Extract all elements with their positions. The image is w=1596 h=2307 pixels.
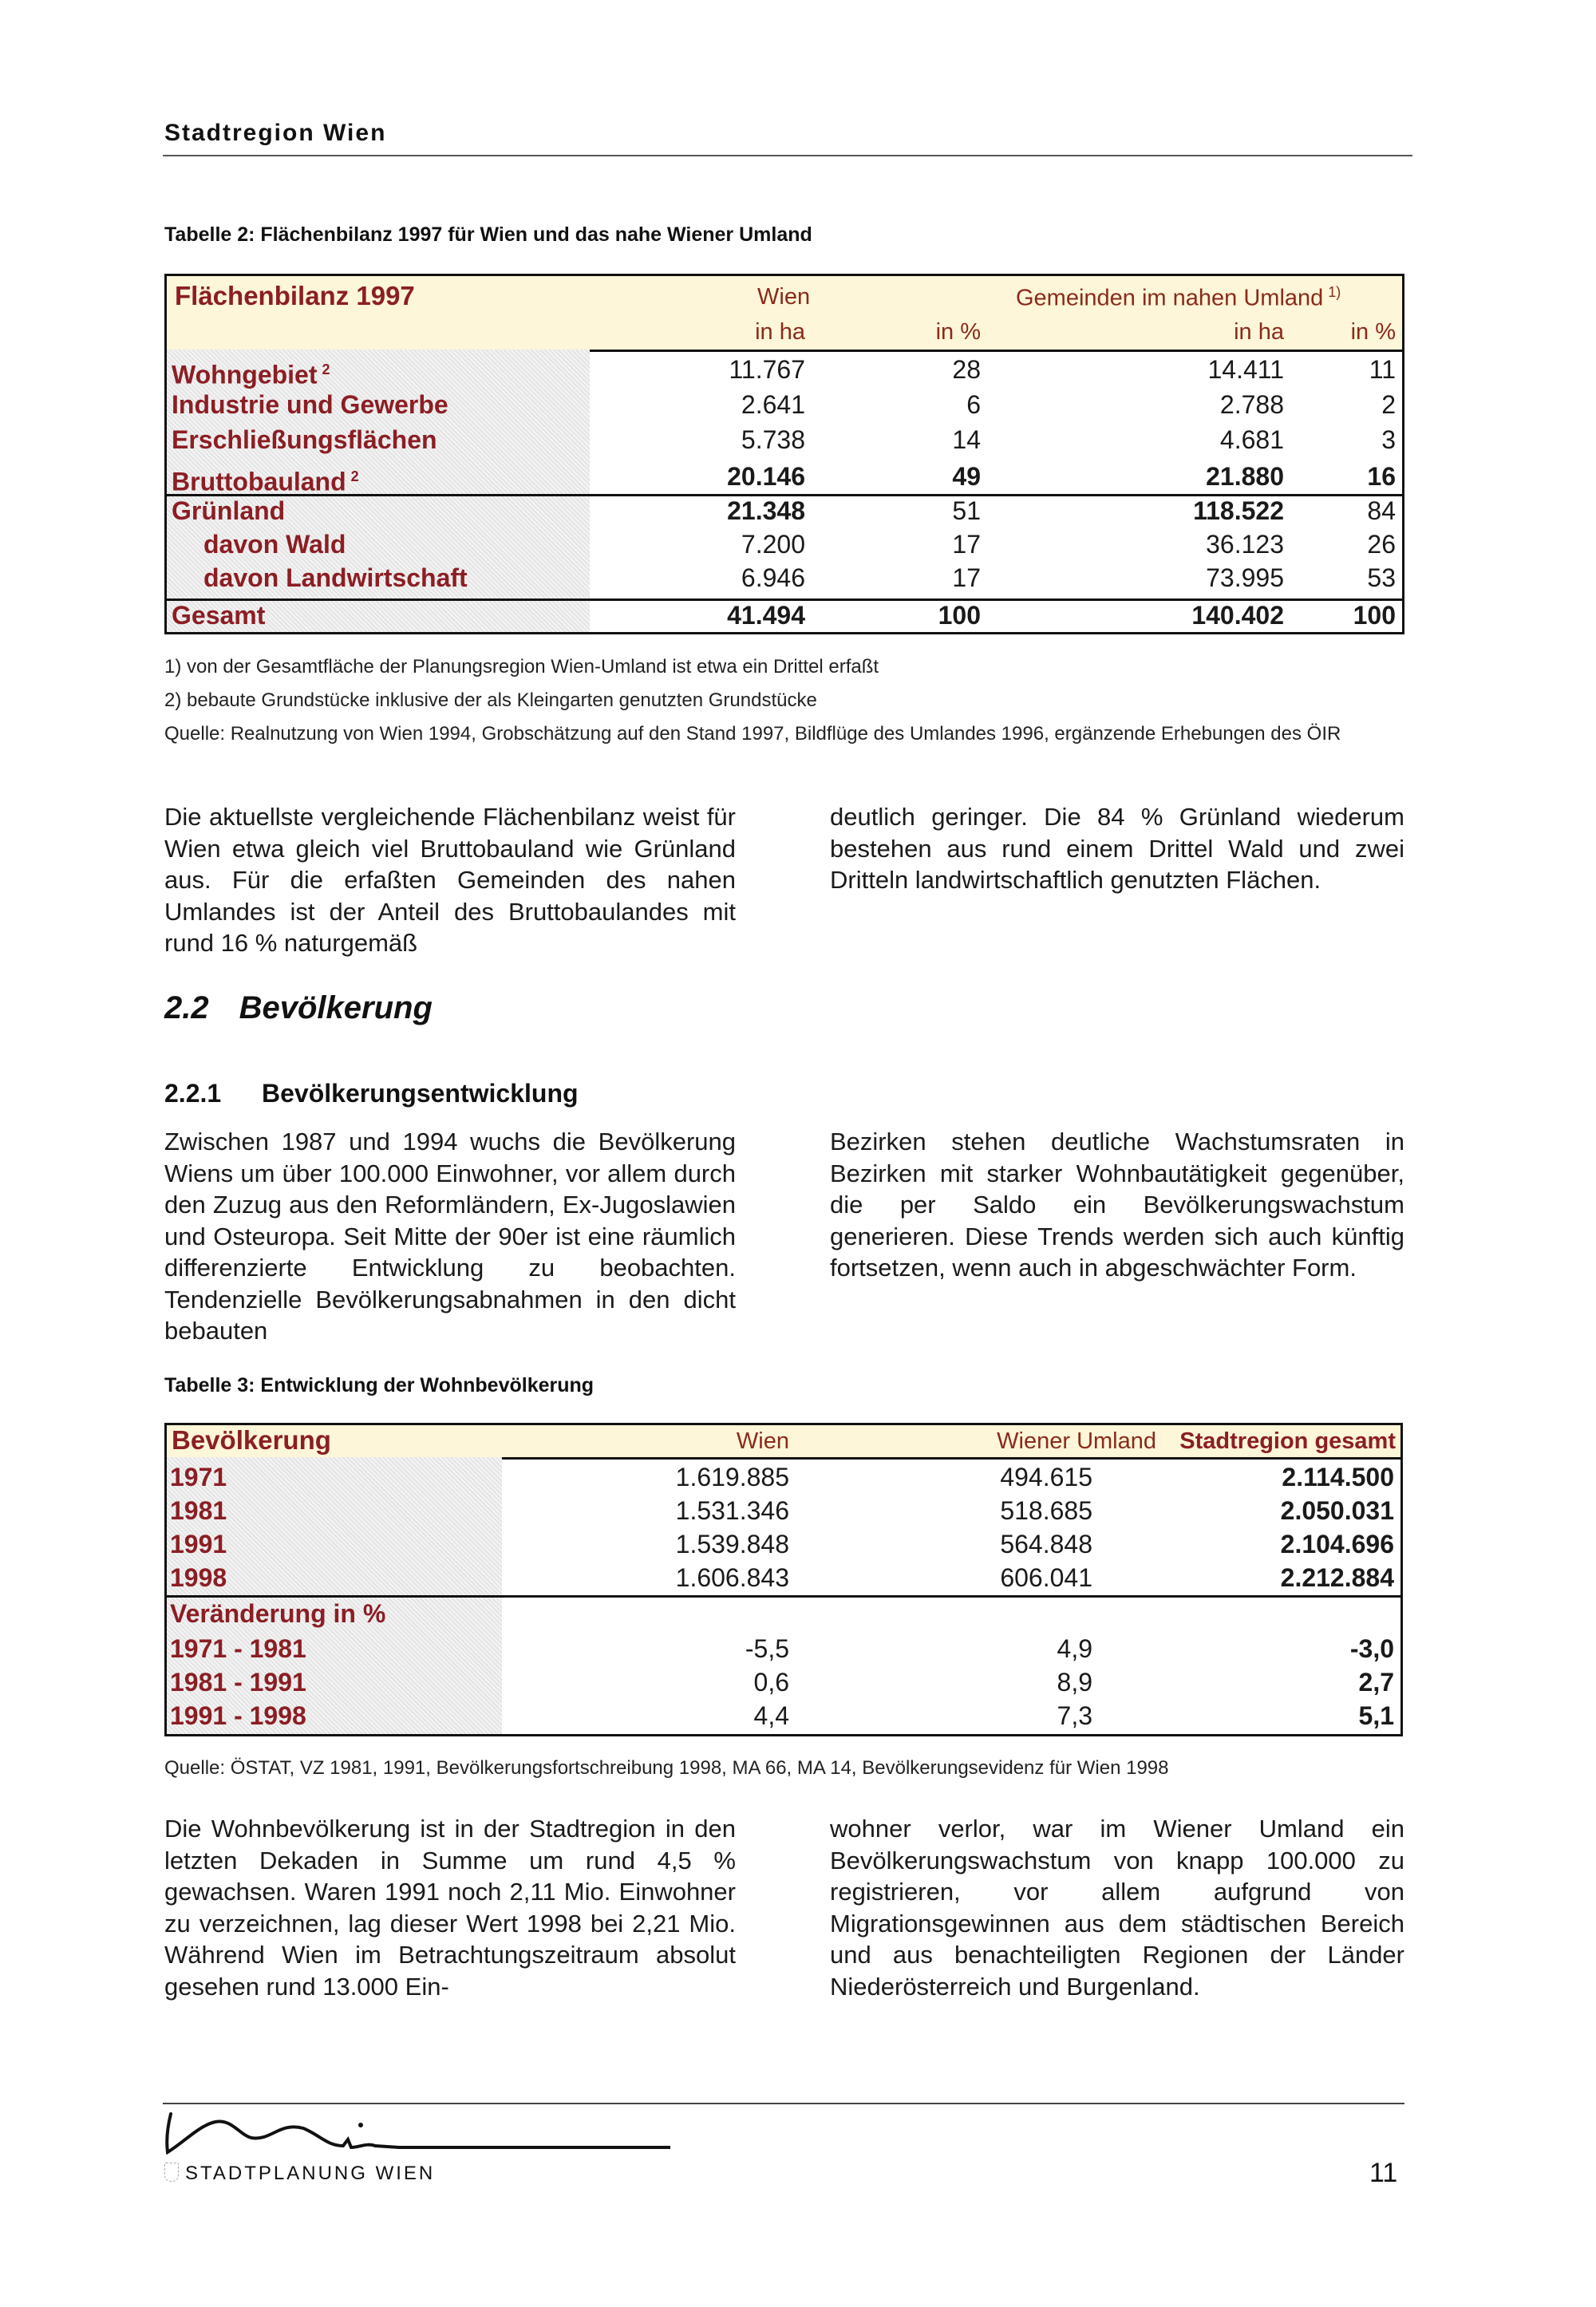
table-row bbox=[167, 530, 1402, 563]
gesamt-value: 2.050.031 bbox=[1280, 1496, 1394, 1525]
table2-flaechenbilanz bbox=[164, 274, 1404, 634]
row-label: davon Wald bbox=[203, 530, 346, 559]
umland-pct: 53 bbox=[1367, 563, 1396, 592]
row-label: 1981 - 1991 bbox=[170, 1668, 306, 1697]
paragraph-bevoelkerung-left: Zwischen 1987 und 1994 wuchs die Bevölkerung Wiens um über 100.000 Einwohner, vor allem durch den Zuzug aus den Reformländern, Ex-Jugoslawien und Osteuropa. Seit Mitte der 90er ist eine räumlich differenzierte Entwicklung zu beobachten. Tendenzielle Bevölkerungsabnahmen in den dicht bebauten bbox=[164, 1128, 736, 1345]
table2-group-umland bbox=[1016, 284, 1341, 312]
umland-pct: 100 bbox=[1353, 601, 1396, 630]
wien-value: 1.619.885 bbox=[675, 1463, 789, 1491]
umland-value: 518.685 bbox=[1000, 1496, 1092, 1525]
footnote-ref-1: 1) bbox=[1328, 284, 1341, 300]
umland-ha: 140.402 bbox=[1191, 601, 1284, 630]
wien-ha: 5.738 bbox=[741, 425, 805, 454]
wien-change: 0,6 bbox=[753, 1668, 789, 1697]
umland-value: 494.615 bbox=[1000, 1463, 1092, 1491]
section-number: 2.2 bbox=[164, 990, 209, 1025]
row-label: 1991 - 1998 bbox=[170, 1701, 306, 1730]
row-label: 1981 bbox=[170, 1496, 227, 1525]
col-header-wien-ha: in ha bbox=[755, 319, 805, 345]
table3-caption: Tabelle 3: Entwicklung der Wohnbevölkerung bbox=[164, 1374, 595, 1396]
footnote-ref-2: 2 bbox=[350, 468, 359, 484]
col-header-wien-pct: in % bbox=[935, 319, 981, 345]
wien-value: 1.606.843 bbox=[675, 1563, 789, 1592]
change-title: Veränderung in % bbox=[170, 1599, 386, 1628]
gesamt-change: 2,7 bbox=[1358, 1668, 1394, 1697]
table-row bbox=[167, 1493, 1400, 1527]
table-row bbox=[167, 494, 1402, 530]
wien-ha: 2.641 bbox=[741, 390, 805, 419]
subsection-heading bbox=[164, 1079, 579, 1108]
umland-change: 8,9 bbox=[1057, 1668, 1092, 1697]
row-label: 1971 bbox=[170, 1463, 227, 1491]
row-label: Grünland bbox=[172, 496, 286, 525]
umland-value: 564.848 bbox=[1000, 1530, 1092, 1558]
wien-value: 1.539.848 bbox=[675, 1530, 789, 1558]
table2-body bbox=[167, 352, 1402, 634]
wien-ha: 7.200 bbox=[741, 530, 805, 559]
section-heading bbox=[164, 990, 433, 1026]
row-label: 1971 - 1981 bbox=[170, 1634, 306, 1663]
umland-change: 7,3 bbox=[1057, 1701, 1092, 1730]
row-label: davon Landwirtschaft bbox=[203, 563, 468, 592]
table2-source: Quelle: Realnutzung von Wien 1994, Grobschätzung auf den Stand 1997, Bildflüge des Umlandes 1996, ergänzende Erhebungen des ÖIR bbox=[164, 723, 1341, 745]
row-label: Industrie und Gewerbe bbox=[172, 390, 448, 419]
paragraph-flaechenbilanz-left: Die aktuellste vergleichende Flächenbilanz weist für Wien etwa gleich viel Bruttobauland wie Grünland aus. Für die erfaßten Gemeinden des nahen Umlandes ist der Anteil des Bruttobaulandes mit rund 16 % naturgemäß bbox=[164, 803, 736, 957]
wien-pct: 17 bbox=[952, 563, 981, 592]
table2-group-umland-label: Gemeinden im nahen Umland bbox=[1016, 285, 1324, 311]
paragraph-bevoelkerung-right: Bezirken stehen deutliche Wachstumsraten in Bezirken mit starker Wohnbautätigkeit gegenüber, die per Saldo ein Bevölkerungswachstum generieren. Diese Trends werden sich auch künftig fortsetzen, wenn auch in abgeschwächter Form. bbox=[830, 1128, 1404, 1282]
umland-ha: 14.411 bbox=[1207, 355, 1284, 384]
wien-change: 4,4 bbox=[753, 1701, 789, 1730]
paragraph-wohnbevoelkerung-left: Die Wohnbevölkerung ist in der Stadtregion in den letzten Dekaden in Summe um rund 4,5 % gewachsen. Waren 1991 noch 2,11 Mio. Einwohner zu verzeichnen, lag dieser Wert 1998 bei 2,21 Mio. Während Wien im Betrachtungszeitraum absolut gesehen rund 13.000 Ein- bbox=[164, 1815, 736, 2001]
table-row bbox=[167, 352, 1402, 387]
wien-ha: 41.494 bbox=[727, 601, 805, 630]
table3-source: Quelle: ÖSTAT, VZ 1981, 1991, Bevölkerungsfortschreibung 1998, MA 66, MA 14, Bevölkerungsevidenz für Wien 1998 bbox=[164, 1757, 1169, 1779]
umland-change: 4,9 bbox=[1057, 1634, 1092, 1663]
page-number: 11 bbox=[1369, 2158, 1398, 2188]
footer-brand: STADTPLANUNG WIEN bbox=[185, 2163, 436, 2184]
wien-pct: 100 bbox=[938, 601, 981, 630]
wien-pct: 17 bbox=[952, 530, 981, 559]
wien-pct: 49 bbox=[952, 462, 981, 491]
table-row bbox=[167, 387, 1402, 422]
table-row bbox=[167, 1560, 1400, 1595]
wien-pct: 51 bbox=[952, 496, 981, 525]
table3-header bbox=[167, 1425, 1400, 1460]
footer-rule bbox=[163, 2103, 1404, 2104]
table2-footnote-2: 2) bebaute Grundstücke inklusive der als Kleingarten genutzten Grundstücke bbox=[164, 689, 817, 711]
wien-ha: 20.146 bbox=[727, 462, 805, 491]
gesamt-change: -3,0 bbox=[1349, 1634, 1394, 1663]
row-label: Erschließungsflächen bbox=[172, 425, 437, 454]
wien-pct: 14 bbox=[952, 425, 981, 454]
wien-ha: 11.767 bbox=[729, 355, 805, 384]
section-title: Bevölkerung bbox=[239, 990, 433, 1025]
gesamt-value: 2.114.500 bbox=[1282, 1463, 1394, 1491]
footnote-ref-2: 2 bbox=[322, 361, 330, 377]
umland-value: 606.041 bbox=[1000, 1563, 1092, 1592]
wien-value: 1.531.346 bbox=[675, 1496, 789, 1525]
table-row bbox=[167, 422, 1402, 457]
wien-signature-logo-icon bbox=[160, 2111, 670, 2159]
table-row bbox=[167, 1460, 1400, 1493]
table-row bbox=[167, 563, 1402, 598]
umland-ha: 36.123 bbox=[1206, 530, 1284, 559]
page-header-title: Stadtregion Wien bbox=[164, 120, 387, 146]
col-header-wien: Wien bbox=[736, 1428, 789, 1454]
table-row bbox=[167, 1698, 1400, 1732]
gesamt-value: 2.104.696 bbox=[1280, 1530, 1394, 1558]
table2-title: Flächenbilanz 1997 bbox=[175, 281, 415, 310]
table2-caption: Tabelle 2: Flächenbilanz 1997 für Wien und das nahe Wiener Umland bbox=[164, 223, 812, 246]
wien-ha: 6.946 bbox=[741, 563, 805, 592]
wien-pct: 28 bbox=[952, 355, 981, 384]
umland-pct: 2 bbox=[1381, 390, 1396, 419]
umland-ha: 2.788 bbox=[1219, 390, 1284, 419]
table3-wohnbevoelkerung bbox=[164, 1423, 1403, 1736]
umland-ha: 73.995 bbox=[1206, 563, 1284, 592]
table-row-change-title bbox=[167, 1595, 1400, 1631]
paragraph-flaechenbilanz-right: deutlich geringer. Die 84 % Grünland wiederum bestehen aus rund einem Drittel Wald und zwei Dritteln landwirtschaftlich genutzten Flächen. bbox=[830, 803, 1404, 894]
row-label: Gesamt bbox=[172, 601, 266, 630]
umland-pct: 11 bbox=[1369, 355, 1396, 384]
col-header-umland: Wiener Umland bbox=[997, 1428, 1156, 1454]
row-label: 1991 bbox=[170, 1530, 227, 1558]
umland-ha: 4.681 bbox=[1219, 425, 1284, 454]
vienna-crest-icon bbox=[164, 2163, 179, 2182]
gesamt-change: 5,1 bbox=[1358, 1701, 1394, 1730]
table-row bbox=[167, 598, 1402, 634]
table-row bbox=[167, 1665, 1400, 1698]
header-rule bbox=[163, 155, 1412, 156]
table-row bbox=[167, 1631, 1400, 1665]
wien-pct: 6 bbox=[966, 390, 981, 419]
wien-change: -5,5 bbox=[745, 1634, 789, 1663]
table-row bbox=[167, 457, 1402, 494]
wien-ha: 21.348 bbox=[727, 496, 805, 525]
umland-ha: 118.522 bbox=[1193, 496, 1284, 525]
subsection-title: Bevölkerungsentwicklung bbox=[262, 1079, 579, 1108]
row-label: 1998 bbox=[170, 1563, 227, 1592]
umland-pct: 16 bbox=[1367, 462, 1396, 491]
row-label-text: Bruttobauland bbox=[172, 467, 346, 496]
table3-title: Bevölkerung bbox=[172, 1425, 331, 1455]
table2-header bbox=[167, 276, 1402, 352]
umland-ha: 21.880 bbox=[1206, 462, 1284, 491]
row-label-text: Wohngebiet bbox=[172, 360, 318, 389]
col-header-gesamt: Stadtregion gesamt bbox=[1179, 1428, 1396, 1454]
col-header-umland-ha: in ha bbox=[1234, 319, 1284, 345]
table-row bbox=[167, 1527, 1400, 1560]
table3-body bbox=[167, 1460, 1400, 1732]
table2-group-wien: Wien bbox=[757, 284, 811, 310]
paragraph-wohnbevoelkerung-right: wohner verlor, war im Wiener Umland ein Bevölkerungswachstum von knapp 100.000 zu registrieren, vor allem aufgrund von Migrationsgewinnen aus dem städtischen Bereich und aus benachteiligten Regionen der Länder Niederösterreich und Burgenland. bbox=[830, 1815, 1404, 2001]
gesamt-value: 2.212.884 bbox=[1280, 1563, 1394, 1592]
umland-pct: 26 bbox=[1367, 530, 1396, 559]
umland-pct: 84 bbox=[1367, 496, 1396, 525]
subsection-number: 2.2.1 bbox=[164, 1079, 222, 1108]
table2-footnote-1: 1) von der Gesamtfläche der Planungsregion Wien-Umland ist etwa ein Drittel erfaßt bbox=[164, 656, 879, 677]
umland-pct: 3 bbox=[1381, 425, 1396, 454]
col-header-umland-pct: in % bbox=[1350, 319, 1396, 345]
